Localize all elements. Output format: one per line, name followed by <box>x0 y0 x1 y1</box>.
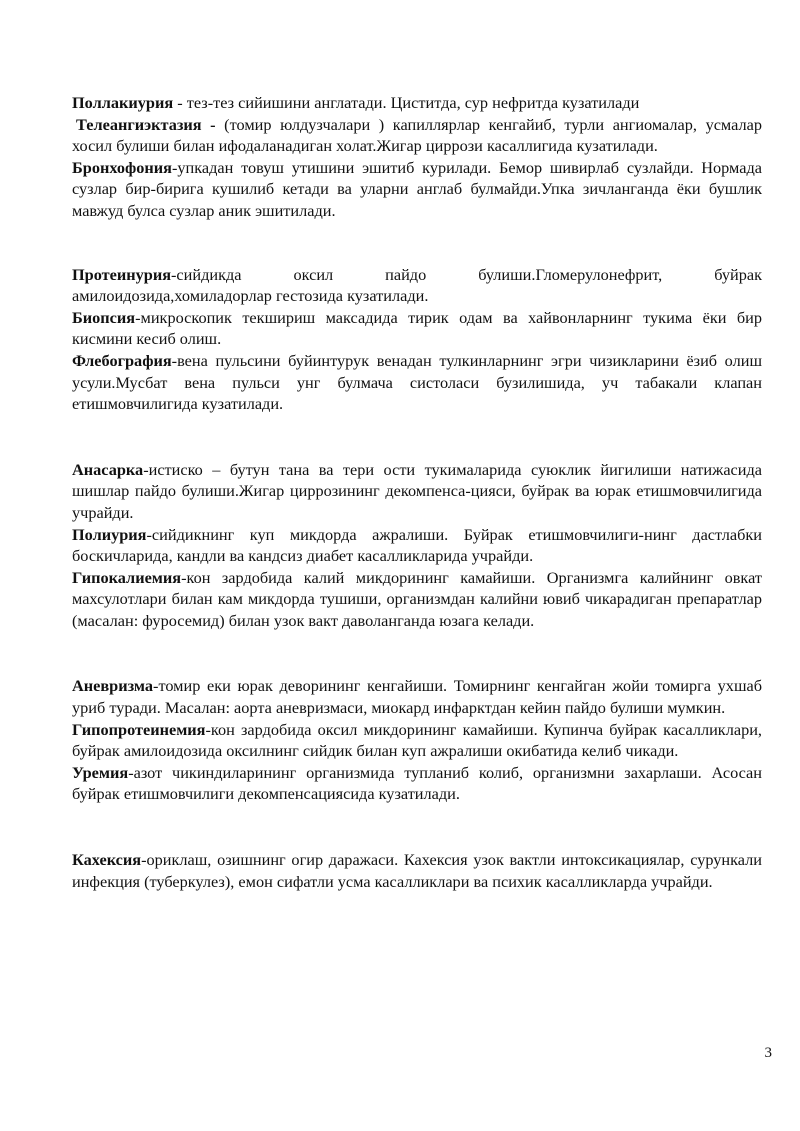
entry-polyuria <box>72 524 762 567</box>
definition: - тез-тез сийишини англатади. Циститда, сур нефритда кузатилади <box>173 93 640 112</box>
entry-phlebography <box>72 350 762 415</box>
definition: -вена пульсини буйинтурук венадан тулкинларнинг эгри чизикларини ёзиб олиш усули.Мусбат вена пульси унг булмача систоласи бузилишида, уч табакали клапан етишмовчилигида кузатилади. <box>72 350 762 414</box>
entry-bronchophony <box>72 157 762 222</box>
term: Гипопротеинемия <box>72 719 206 739</box>
definition: (томир юлдузчалари ) капиллярлар кенгайиб, турли ангиомалар, усмалар хосил булиши билан ифодаланадиган холат.Жигар циррози касаллигида кузатилади. <box>72 114 762 156</box>
document-body <box>72 92 762 892</box>
term: Бронхофония <box>72 157 172 177</box>
section-gap <box>72 415 762 459</box>
term: Телеангиэктазия - <box>76 114 216 134</box>
definition: -кон зардобида оксил микдорининг камайиши. Купинча буйрак касалликлари, буйрак амилоидозида оксилнинг сийдик билан куп ажралиши окибатида келиб чикади. <box>72 719 762 761</box>
section-gap <box>72 222 762 264</box>
term: Биопсия <box>72 307 136 327</box>
definition: -сийдикда оксил пайдо булиши.Гломерулонефрит, буйрак амилоидозида,хомиладорлар гестозида кузатилади. <box>72 264 762 306</box>
definition: -азот чикиндиларининг организмида тупланиб колиб, организмни захарлаши. Асосан буйрак етишмовчилиги декомпенсациясида кузатилади. <box>72 762 762 804</box>
definition: -истиско – бутун тана ва тери ости тукималарида суюклик йигилиши натижасида шишлар пайдо булиши.Жигар циррозининг декомпенса-цияси, буйрак ва юрак етишмовчилигида учрайди. <box>72 459 762 522</box>
section-gap <box>72 631 762 675</box>
definition: -кон зардобида калий микдорининг камайиши. Организмга калийнинг овкат махсулотлари билан кам микдорда тушиши, организмдан калийни ювиб чикарадиган препаратлар (масалан: фуросемид) билан узок вакт даволанганда юзага келади. <box>72 567 762 630</box>
term: Полиурия <box>72 524 147 544</box>
entry-pollakiuria <box>72 92 762 114</box>
term: Уремия <box>72 762 129 782</box>
definition: -ориклаш, озишнинг огир даражаси. Кахексия узок вактли интоксикациялар, сурункали инфекция (туберкулез), емон сифатли усма касалликлари ва психик касалликларда учрайди. <box>72 850 762 891</box>
term: Поллакиурия <box>72 93 174 112</box>
entry-biopsy <box>72 307 762 350</box>
entry-anasarca <box>72 459 762 524</box>
entry-teleangiectasia <box>72 114 762 157</box>
term: Флебография <box>72 350 172 370</box>
entry-aneurysm <box>72 675 762 718</box>
entry-hypoproteinemia <box>72 719 762 762</box>
definition: -томир еки юрак деворининг кенгайиши. Томирнинг кенгайган жойи томирга ухшаб уриб туради. Масалан: аорта аневризмаси, миокард инфарктдан кейин пайдо булиши мумкин. <box>72 676 762 718</box>
entry-cachexia <box>72 849 762 892</box>
term: Протеинурия <box>72 264 172 284</box>
definition: -микроскопик текшириш максадида тирик одам ва хайвонларнинг тукима ёки бир кисмини кесиб олиш. <box>72 307 762 349</box>
entry-proteinuria <box>72 264 762 307</box>
definition: -упкадан товуш утишини эшитиб курилади. Бемор шивирлаб сузлайди. Нормада сузлар бир-бирига кушилиб кетади ва уларни англаб булмайди.Упка зичланганда ёки бушлик мавжуд булса сузлар аник эшитилади. <box>72 157 762 220</box>
term: Аневризма <box>72 676 154 696</box>
term: Анасарка <box>72 459 144 479</box>
term: Кахексия <box>72 850 142 870</box>
term: Гипокалиемия <box>72 567 182 587</box>
definition: -сийдикнинг куп микдорда ажралиши. Буйрак етишмовчилиги-нинг дастлабки боскичларида, кандли ва кандсиз диабет касалликларида учрайди. <box>72 524 762 566</box>
page-number: 3 <box>764 1045 772 1061</box>
section-gap <box>72 805 762 849</box>
entry-hypokalemia <box>72 567 762 632</box>
entry-uremia <box>72 762 762 805</box>
